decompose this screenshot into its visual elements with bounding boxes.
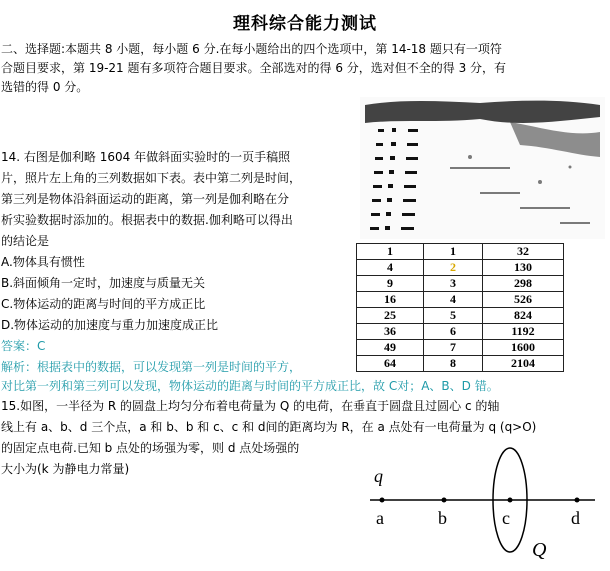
table-cell: 1192 (483, 324, 564, 340)
table-row (357, 308, 564, 324)
page-title: 理科综合能力测试 (233, 14, 377, 34)
table-cell: 824 (483, 308, 564, 324)
question-14-line: 析实验数据时添加的。根据表中的数据.伽利略可以得出 (1, 213, 293, 227)
table-cell: 4 (357, 260, 424, 276)
table-row (357, 324, 564, 340)
table-row (357, 292, 564, 308)
table-cell: 2 (424, 260, 483, 276)
point-label-c: c (502, 508, 510, 528)
table-cell: 1 (357, 244, 424, 260)
manuscript-photo (360, 97, 605, 239)
table-cell: 36 (357, 324, 424, 340)
table-cell: 298 (483, 276, 564, 292)
point-d-dot (575, 498, 580, 503)
table-cell: 130 (483, 260, 564, 276)
table-cell: 4 (424, 292, 483, 308)
option-a: A.物体具有惯性 (1, 255, 85, 269)
question-15-line: 15.如图，一半径为 R 的圆盘上均匀分布着电荷量为 Q 的电荷，在垂直于圆盘且过圆心 c 的轴 (1, 399, 500, 413)
question-15-line: 大小为(k 为静电力常量) (1, 462, 130, 476)
table-cell: 32 (483, 244, 564, 260)
table-row (357, 260, 564, 276)
question-15-line: 线上有 a、b、d 三个点，a 和 b、b 和 c、c 和 d间的距离均为 R，在 a 点处有一电荷量为 q (q>O) (1, 420, 537, 434)
table-cell: 49 (357, 340, 424, 356)
table-cell: 8 (424, 356, 483, 372)
point-c-dot (508, 498, 513, 503)
instruction-line: 合题目要求，第 19-21 题有多项符合题目要求。全部选对的得 6 分，选对但不全的得 3 分，有 (1, 61, 507, 75)
question-14-line: 第三列是物体沿斜面运动的距离，第一列是伽利略在分 (1, 192, 290, 206)
point-label-b: b (438, 508, 447, 528)
table-cell: 25 (357, 308, 424, 324)
table-cell: 2104 (483, 356, 564, 372)
table-row (357, 340, 564, 356)
question-14-line: 14. 右图是伽利略 1604 年做斜面实验时的一页手稿照 (1, 150, 291, 164)
explanation-line: 对比第一列和第三列可以发现，物体运动的距离与时间的平方成正比，故 C对；A、B、D 错。 (1, 379, 499, 393)
disk-label: Q (532, 539, 547, 561)
question-14-line: 的结论是 (1, 234, 50, 248)
table-cell: 5 (424, 308, 483, 324)
table-cell: 9 (357, 276, 424, 292)
table-row (357, 276, 564, 292)
charge-disk-figure (360, 440, 605, 570)
question-14-line: 片，照片左上角的三列数据如下表。表中第二列是时间， (1, 171, 302, 185)
option-d: D.物体运动的加速度与重力加速度成正比 (1, 318, 219, 332)
table-cell: 7 (424, 340, 483, 356)
option-c: C.物体运动的距离与时间的平方成正比 (1, 297, 206, 311)
section-instructions (1, 40, 506, 97)
table-cell: 6 (424, 324, 483, 340)
answer: 答案：C (1, 339, 46, 353)
data-table (356, 243, 564, 372)
option-b: B.斜面倾角一定时，加速度与质量无关 (1, 276, 206, 290)
table-row (357, 244, 564, 260)
explanation-line: 解析：根据表中的数据，可以发现第一列是时间的平方， (1, 360, 302, 374)
point-b-dot (442, 498, 447, 503)
question-15-line: 的固定点电荷.已知 b 点处的场强为零，则 d 点处场强的 (1, 441, 300, 455)
point-label-a: a (376, 508, 384, 528)
instruction-line: 二、选择题:本题共 8 小题，每小题 6 分.在每小题给出的四个选项中，第 14-18 题只有一项符 (1, 42, 502, 56)
table-cell: 16 (357, 292, 424, 308)
question-14 (1, 147, 301, 378)
table-row (357, 356, 564, 372)
table-cell: 64 (357, 356, 424, 372)
charge-label: q (374, 466, 383, 486)
table-cell: 1600 (483, 340, 564, 356)
instruction-line: 选错的得 0 分。 (1, 80, 89, 94)
table-cell: 526 (483, 292, 564, 308)
table-cell: 1 (424, 244, 483, 260)
point-a-dot (380, 498, 385, 503)
table-cell: 3 (424, 276, 483, 292)
point-label-d: d (571, 508, 580, 528)
